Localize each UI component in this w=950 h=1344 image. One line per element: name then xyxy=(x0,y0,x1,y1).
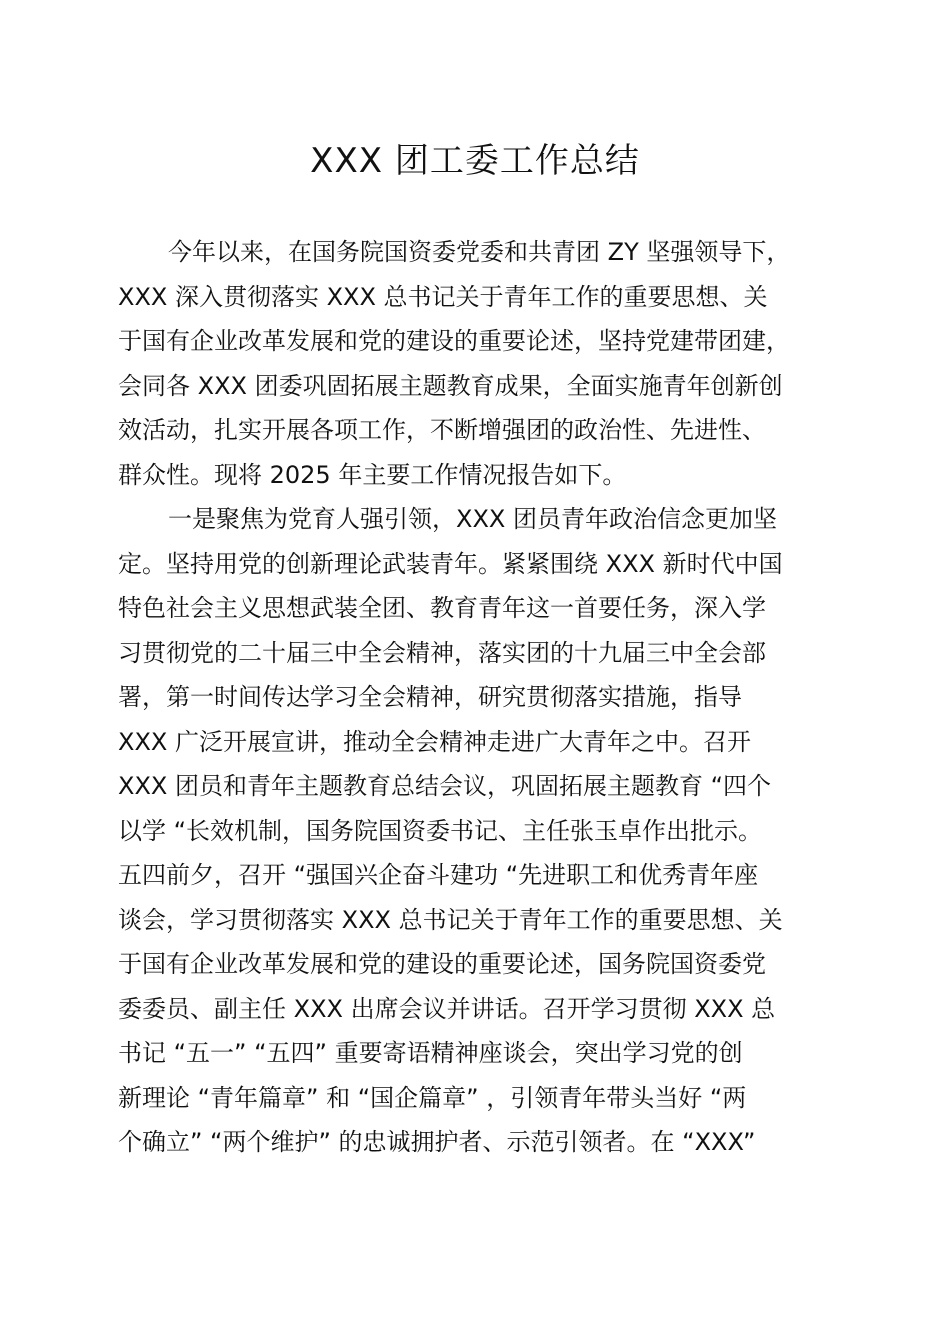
paragraph-section-one xyxy=(118,497,833,1165)
text-line: 谈会，学习贯彻落实 XXX 总书记关于青年工作的重要思想、关 xyxy=(118,905,783,934)
text-line: 于国有企业改革发展和党的建设的重要论述，国务院国资委党 xyxy=(118,950,766,978)
text-line: 署，第一时间传达学习全会精神，研究贯彻落实措施，指导 xyxy=(118,683,742,711)
text-line: 五四前夕，召开 “强国兴企奋斗建功 “先进职工和优秀青年座 xyxy=(118,861,759,889)
text-line: 习贯彻党的二十届三中全会精神，落实团的十九届三中全会部 xyxy=(118,638,766,667)
text-line: XXX 团员和青年主题教育总结会议，巩固拓展主题教育 “四个 xyxy=(118,772,772,800)
text-line: 定。坚持用党的创新理论武装青年。紧紧围绕 XXX 新时代中国 xyxy=(118,549,783,578)
text-line: 会同各 XXX 团委巩固拓展主题教育成果，全面实施青年创新创 xyxy=(118,371,783,400)
text-line: 特色社会主义思想武装全团、教育青年这一首要任务，深入学 xyxy=(118,594,766,622)
document-body xyxy=(118,230,833,1165)
text-line: 新理论 “青年篇章” 和 “国企篇章” ，引领青年带头当好 “两 xyxy=(118,1083,747,1112)
text-line: 今年以来，在国务院国资委党委和共青团 ZY 坚强领导下， xyxy=(168,238,791,266)
text-line: XXX 深入贯彻落实 XXX 总书记关于青年工作的重要思想、关 xyxy=(118,282,768,311)
text-line: 以学 “长效机制，国务院国资委书记、主任张玉卓作出批示。 xyxy=(118,816,763,845)
text-line: 委委员、副主任 XXX 出席会议并讲话。召开学习贯彻 XXX 总 xyxy=(118,994,776,1023)
document-title: XXX 团工委工作总结 xyxy=(310,141,640,181)
text-line: 群众性。现将 2025 年主要工作情况报告如下。 xyxy=(118,460,627,489)
text-line: XXX 广泛开展宣讲，推动全会精神走进广大青年之中。召开 xyxy=(118,727,751,756)
text-line: 书记 “五一” “五四” 重要寄语精神座谈会，突出学习党的创 xyxy=(118,1039,743,1067)
text-line: 效活动，扎实开展各项工作，不断增强团的政治性、先进性、 xyxy=(118,416,766,444)
paragraph-intro xyxy=(118,230,833,497)
text-line: 个确立” “两个维护” 的忠诚拥护者、示范引领者。在 “XXX” xyxy=(118,1128,756,1156)
text-line: 一是聚焦为党育人强引领，XXX 团员青年政治信念更加坚 xyxy=(168,505,777,533)
text-line: 于国有企业改革发展和党的建设的重要论述，坚持党建带团建， xyxy=(118,327,790,355)
